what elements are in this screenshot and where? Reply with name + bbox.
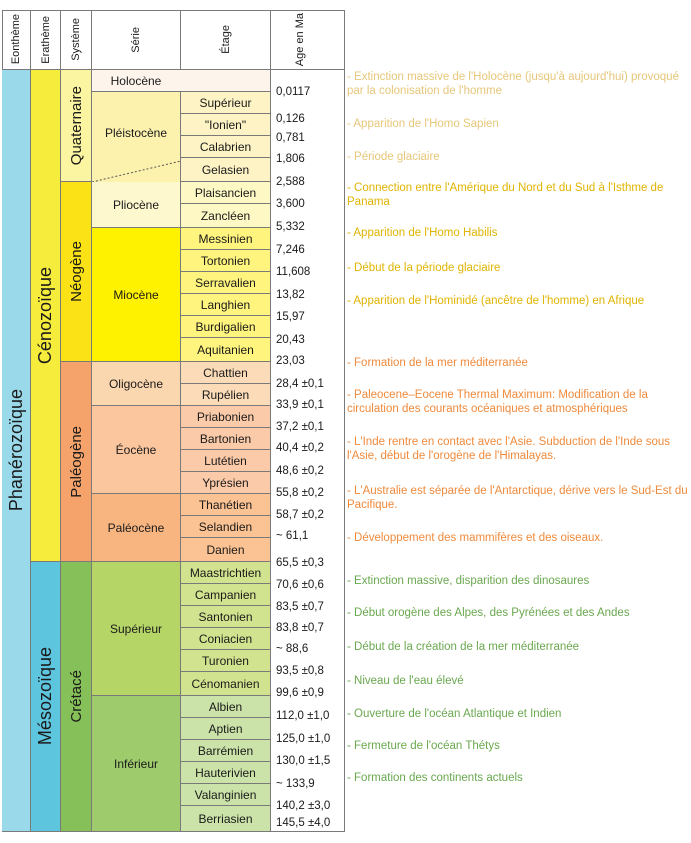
age-label: 5,332 bbox=[276, 221, 305, 233]
event-note: - Début de la période glaciaire bbox=[347, 262, 501, 274]
event-note: - Formation des continents actuels bbox=[347, 772, 523, 784]
age-label: 99,6 ±0,9 bbox=[276, 687, 324, 699]
system-cretace: Crétacé bbox=[61, 562, 92, 832]
era-cenozoique: Cénozoïque bbox=[31, 70, 61, 562]
stage-cell: Zancléen bbox=[181, 204, 271, 228]
age-label: 70,6 ±0,6 bbox=[276, 579, 324, 591]
age-label: 48,6 ±0,2 bbox=[276, 465, 324, 477]
stage-cell: Tortonien bbox=[181, 250, 271, 272]
event-note: - Période glaciaire bbox=[347, 151, 440, 163]
age-label: 37,2 ±0,1 bbox=[276, 421, 324, 433]
stage-cell: Hauterivien bbox=[181, 762, 271, 784]
series-pliocene: Pliocène bbox=[92, 182, 181, 228]
stage-cell: Barrémien bbox=[181, 740, 271, 762]
age-label: 140,2 ±3,0 bbox=[276, 800, 331, 812]
event-note: - Niveau de l'eau élevé bbox=[347, 675, 464, 687]
stage-cell: Santonien bbox=[181, 606, 271, 628]
stage-cell: Aptien bbox=[181, 718, 271, 740]
age-label: 55,8 ±0,2 bbox=[276, 487, 324, 499]
age-label: 65,5 ±0,3 bbox=[276, 557, 324, 569]
event-note: - Apparition de l'Homo Habilis bbox=[347, 227, 498, 239]
age-label: 58,7 ±0,2 bbox=[276, 509, 324, 521]
age-label: 0,0117 bbox=[276, 86, 311, 98]
header-systeme: Système bbox=[61, 10, 92, 69]
era-mesozoique: Mésozoïque bbox=[31, 562, 61, 832]
age-label: 40,4 ±0,2 bbox=[276, 442, 324, 454]
event-note: - Ouverture de l'océan Atlantique et Indien bbox=[347, 708, 562, 720]
age-label: 23,03 bbox=[276, 355, 305, 367]
stage-cell: Messinien bbox=[181, 228, 271, 250]
series-pleistocene: Pléistocène bbox=[92, 92, 181, 182]
age-label: 145,5 ±4,0 bbox=[276, 817, 331, 829]
stage-cell: Campanien bbox=[181, 584, 271, 606]
stage-cell: Chattien bbox=[181, 362, 271, 384]
stage-cell: Bartonien bbox=[181, 428, 271, 450]
age-label: 0,126 bbox=[276, 113, 305, 125]
age-label: 130,0 ±1,5 bbox=[276, 755, 331, 767]
eon-phanerozoique: Phanérozoïque bbox=[2, 70, 31, 832]
age-label: ~ 88,6 bbox=[276, 643, 309, 655]
header-etage: Étage bbox=[181, 10, 271, 69]
stage-cell: Berriasien bbox=[181, 806, 271, 832]
age-label: 112,0 ±1,0 bbox=[276, 710, 330, 722]
header-age: Age en Ma bbox=[271, 10, 345, 69]
event-note: - Extinction massive de l'Holocène (jusqu'à aujourd'hui) provoqué par la colonisation de l'homme bbox=[347, 71, 679, 97]
series-paleocene: Paléocène bbox=[92, 494, 181, 562]
stage-cell: Langhien bbox=[181, 294, 271, 316]
stage-cell: Calabrien bbox=[181, 136, 271, 158]
header-serie: Série bbox=[92, 10, 181, 69]
event-note: - Paleocene–Eocene Thermal Maximum: Modification de la circulation des courants océaniques et atmosphériques bbox=[347, 389, 648, 415]
stage-cell: "Ionien" bbox=[181, 114, 271, 136]
stage-cell: Priabonien bbox=[181, 406, 271, 428]
stage-cell: Rupélien bbox=[181, 384, 271, 406]
stage-cell: Selandien bbox=[181, 516, 271, 538]
series-inferieur: Inférieur bbox=[92, 696, 181, 832]
stage-cell: Valanginien bbox=[181, 784, 271, 806]
age-label: 11,608 bbox=[276, 266, 311, 278]
age-label: 13,82 bbox=[276, 289, 305, 301]
age-label: 33,9 ±0,1 bbox=[276, 399, 324, 411]
event-note: - Connection entre l'Amérique du Nord et du Sud à l'Isthme de Panama bbox=[347, 182, 664, 208]
age-label: 3,600 bbox=[276, 198, 305, 210]
stage-cell: Yprésien bbox=[181, 472, 271, 494]
event-note: - L'Inde rentre en contact avec l'Asie. Subduction de l'Inde sous l'Asie, début de l'orogène de l'Himalayas. bbox=[347, 436, 671, 462]
stage-cell: Aquitanien bbox=[181, 338, 271, 362]
stage-cell: Supérieur bbox=[181, 92, 271, 114]
event-note: - Apparition de l'Hominidé (ancêtre de l'homme) en Afrique bbox=[347, 295, 645, 307]
series-miocene: Miocène bbox=[92, 228, 181, 362]
event-note: - L'Australie est séparée de l'Antarctique, dérive vers le Sud-Est du Pacifique. bbox=[347, 485, 688, 511]
age-label: 125,0 ±1,0 bbox=[276, 733, 331, 745]
age-label: 28,4 ±0,1 bbox=[276, 378, 324, 390]
event-note: - Début de la création de la mer méditerranée bbox=[347, 641, 580, 653]
stage-cell: Cénomanien bbox=[181, 672, 271, 696]
pleistocene-pliocene-dotted-line bbox=[92, 160, 182, 184]
stage-cell: Danien bbox=[181, 538, 271, 562]
event-note: - Début orogène des Alpes, des Pyrénées et des Andes bbox=[347, 607, 630, 619]
header-eontheme: Eonthème bbox=[2, 10, 31, 69]
age-label: 1,806 bbox=[276, 153, 305, 165]
stage-cell: Turonien bbox=[181, 650, 271, 672]
stage-cell: Coniacien bbox=[181, 628, 271, 650]
event-note: - Fermeture de l'océan Thétys bbox=[347, 740, 500, 752]
event-note: - Apparition de l'Homo Sapien bbox=[347, 118, 499, 130]
age-label: ~ 61,1 bbox=[276, 530, 309, 542]
age-label: 83,5 ±0,7 bbox=[276, 601, 324, 613]
age-label: 20,43 bbox=[276, 334, 305, 346]
age-label: 0,781 bbox=[276, 132, 305, 144]
stage-cell: Burdigalien bbox=[181, 316, 271, 338]
stage-cell: Thanétien bbox=[181, 494, 271, 516]
stage-cell: Maastrichtien bbox=[181, 562, 271, 584]
event-note: - Extinction massive, disparition des dinosaures bbox=[347, 575, 590, 587]
event-note: - Développement des mammifères et des oiseaux. bbox=[347, 532, 604, 544]
age-label: 2,588 bbox=[276, 176, 305, 188]
stage-cell: Serravalien bbox=[181, 272, 271, 294]
header-eratheme: Erathème bbox=[31, 10, 61, 69]
age-label: 7,246 bbox=[276, 244, 305, 256]
stage-cell: Plaisancien bbox=[181, 182, 271, 204]
stage-cell: Albien bbox=[181, 696, 271, 718]
stage-cell: Lutétien bbox=[181, 450, 271, 472]
age-label: ~ 133,9 bbox=[276, 778, 315, 790]
system-quaternaire: Quaternaire bbox=[61, 70, 92, 182]
age-label: 93,5 ±0,8 bbox=[276, 665, 324, 677]
age-label: 15,97 bbox=[276, 311, 305, 323]
system-paleogene: Paléogène bbox=[61, 362, 92, 562]
age-label: 83,8 ±0,7 bbox=[276, 622, 324, 634]
system-neogene: Néogène bbox=[61, 182, 92, 362]
series-eocene: Éocène bbox=[92, 406, 181, 494]
stage-cell: Gelasien bbox=[181, 158, 271, 182]
event-note: - Formation de la mer méditerranée bbox=[347, 357, 528, 369]
series-superieur: Supérieur bbox=[92, 562, 181, 696]
series-oligocene: Oligocène bbox=[92, 362, 181, 406]
series-holocene: Holocène bbox=[92, 70, 271, 92]
